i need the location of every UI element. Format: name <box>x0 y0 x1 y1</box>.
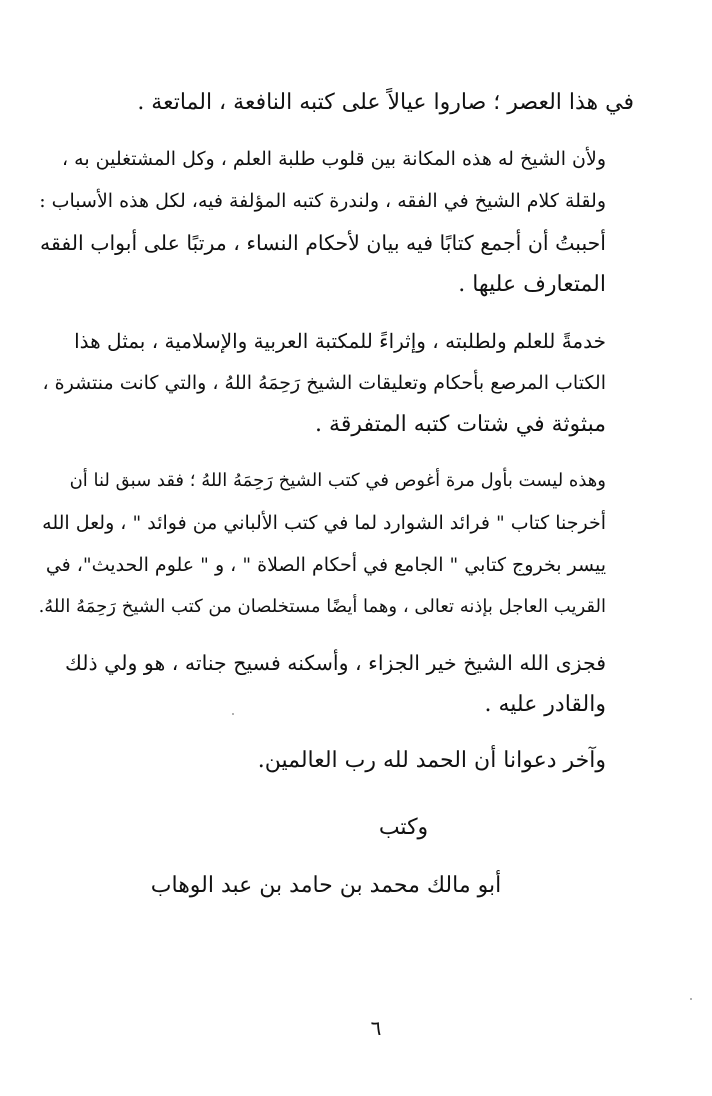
text-line: فجزى الله الشيخ خير الجزاء ، وأسكنه فسيح جناته ، هو ولي ذلك <box>64 651 606 675</box>
signoff-label: وكتب <box>378 815 429 840</box>
author-name: أبو مالك محمد بن حامد بن عبد الوهاب <box>150 873 502 898</box>
text-line: ييسر بخروج كتابي " الجامع في أحكام الصلاة " ، و " علوم الحديث"، في <box>45 554 606 576</box>
text-line: ولقلة كلام الشيخ في الفقه ، ولندرة كتبه المؤلفة فيه، لكل هذه الأسباب : <box>39 190 606 212</box>
text-line: وآخر دعوانا أن الحمد لله رب العالمين. <box>257 748 606 773</box>
page-number: ٦ <box>370 1016 382 1040</box>
paragraph-3 <box>34 320 634 446</box>
paragraph-1 <box>34 82 634 124</box>
speck <box>690 998 692 1000</box>
text-line: أحببتُ أن أجمع كتابًا فيه بيان لأحكام النساء ، مرتبًا على أبواب الفقه <box>40 231 606 255</box>
text-line: مبثوثة في شتات كتبه المتفرقة . <box>315 412 606 437</box>
text-line: القريب العاجل بإذنه تعالى ، وهما أيضًا مستخلصان من كتب الشيخ رَحِمَهُ اللهُ. <box>38 596 606 617</box>
text-line: وهذه ليست بأول مرة أغوص في كتب الشيخ رَحِمَهُ اللهُ ؛ فقد سبق لنا أن <box>69 470 606 491</box>
text-line: أخرجنا كتاب " فرائد الشوارد لما في كتب الألباني من فوائد " ، ولعل الله <box>42 512 606 534</box>
text-line: والقادر عليه . <box>484 692 606 717</box>
text-line: ولأن الشيخ له هذه المكانة بين قلوب طلبة العلم ، وكل المشتغلين به ، <box>61 148 606 170</box>
text-line: الكتاب المرصع بأحكام وتعليقات الشيخ رَحِمَهُ اللهُ ، والتي كانت منتشرة ، <box>42 372 606 394</box>
paragraph-2 <box>34 138 634 306</box>
text-line: في هذا العصر ؛ صاروا عيالاً على كتبه النافعة ، الماتعة . <box>137 90 634 115</box>
paragraph-6 <box>34 740 634 782</box>
text-line: خدمةً للعلم ولطلبته ، وإثراءً للمكتبة العربية والإسلامية ، بمثل هذا <box>74 329 606 353</box>
speck <box>232 713 234 715</box>
paragraph-5 <box>34 642 634 726</box>
text-line: المتعارف عليها . <box>458 272 606 297</box>
body-text <box>34 82 634 796</box>
paragraph-4 <box>34 460 634 628</box>
signoff <box>0 808 712 906</box>
